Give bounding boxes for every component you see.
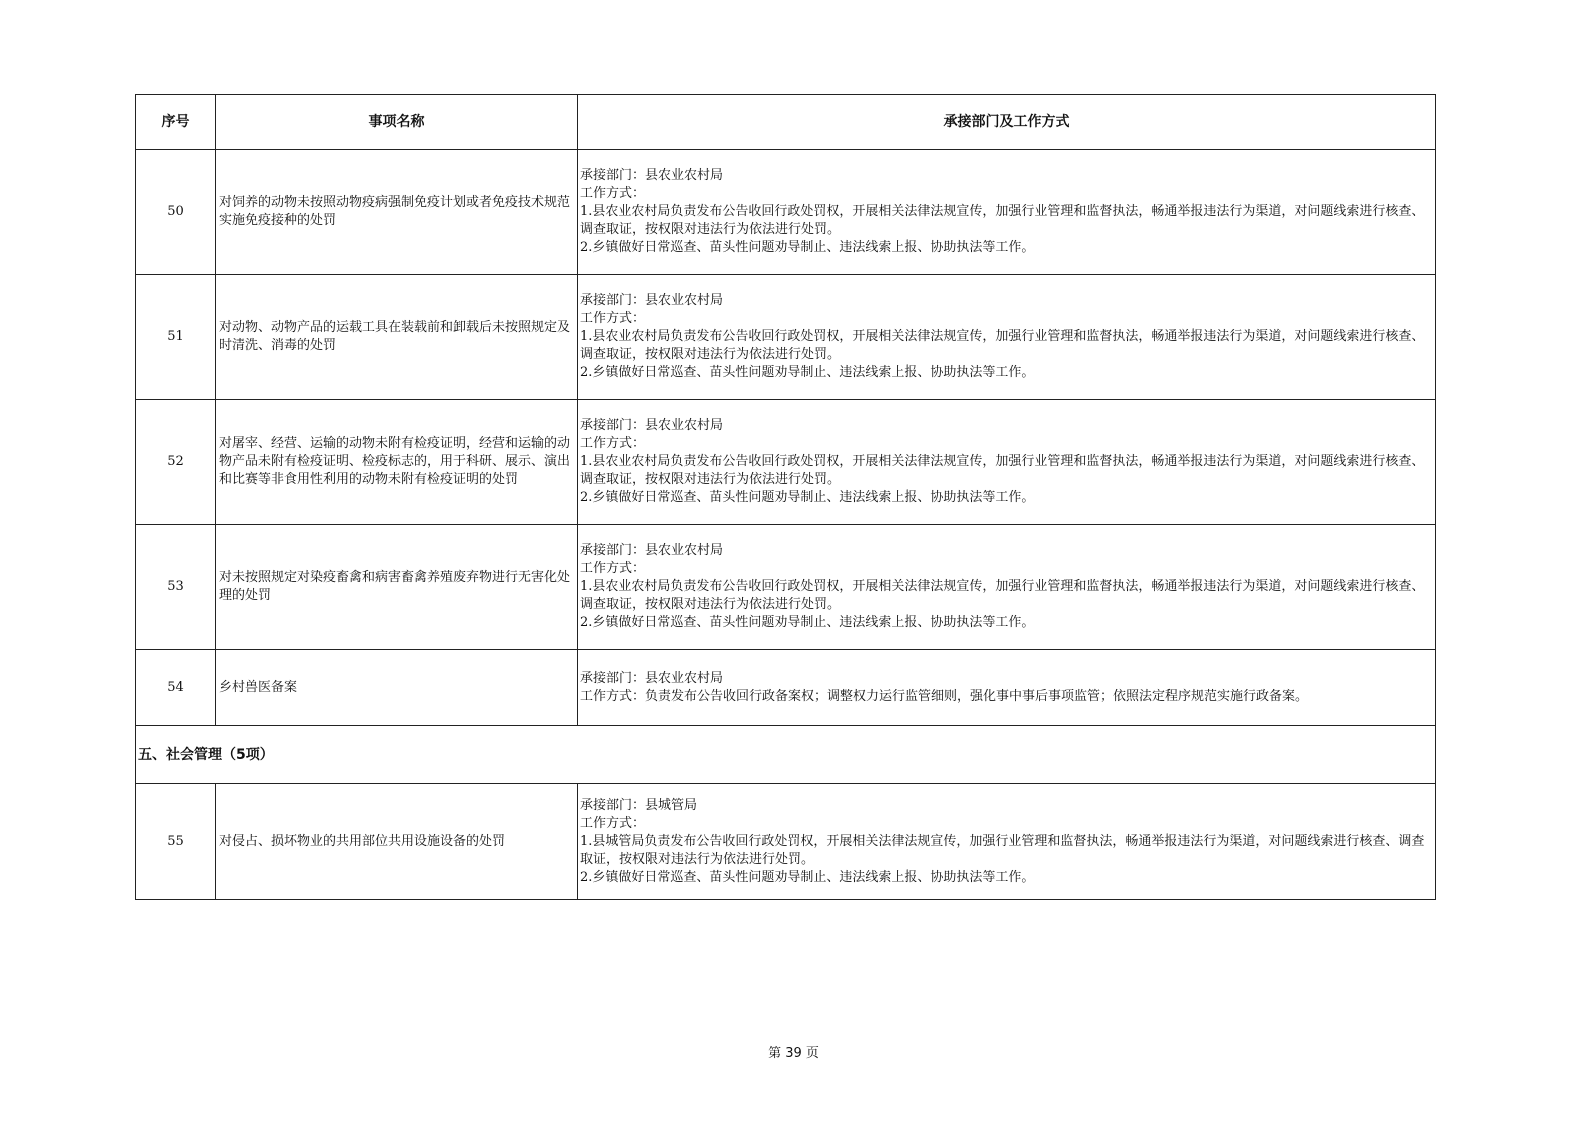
method-item-2: 2.乡镇做好日常巡查、苗头性问题劝导制止、违法线索上报、协助执法等工作。 [580, 615, 1035, 630]
section-title: 五、社会管理（5项） [136, 726, 1436, 784]
row-number: 50 [136, 150, 216, 275]
method-line: 工作方式：负责发布公告收回行政备案权；调整权力运行监管细则，强化事中事后事项监管；依照法定程序规范实施行政备案。 [580, 688, 1309, 704]
method-item-2: 2.乡镇做好日常巡查、苗头性问题劝导制止、违法线索上报、协助执法等工作。 [580, 869, 1035, 885]
section-row [136, 726, 1436, 784]
header-dept: 承接部门及工作方式 [578, 95, 1436, 150]
dept-and-method [578, 525, 1436, 650]
page-number: 第 39 页 [768, 1046, 819, 1061]
method-label: 工作方式： [580, 561, 646, 576]
dept-line: 承接部门：县农业农村局 [580, 543, 724, 558]
method-label: 工作方式： [580, 311, 646, 326]
row-number: 51 [136, 275, 216, 400]
method-item-2: 2.乡镇做好日常巡查、苗头性问题劝导制止、违法线索上报、协助执法等工作。 [580, 490, 1035, 505]
matter-name: 对饲养的动物未按照动物疫病强制免疫计划或者免疫技术规范实施免疫接种的处罚 [216, 150, 578, 275]
matter-name: 对动物、动物产品的运载工具在装载前和卸载后未按照规定及时清洗、消毒的处罚 [216, 275, 578, 400]
method-label: 工作方式： [580, 436, 646, 451]
method-item-2: 2.乡镇做好日常巡查、苗头性问题劝导制止、违法线索上报、协助执法等工作。 [580, 365, 1035, 380]
method-item-1: 1.县农业农村局负责发布公告收回行政处罚权，开展相关法律法规宣传，加强行业管理和监督执法，畅通举报违法行为渠道，对问题线索进行核查、调查取证，按权限对违法行为依法进行处罚。 [580, 329, 1425, 362]
dept-line: 承接部门：县农业农村局 [580, 418, 724, 433]
method-item-1: 1.县农业农村局负责发布公告收回行政处罚权，开展相关法律法规宣传，加强行业管理和监督执法，畅通举报违法行为渠道，对问题线索进行核查、调查取证，按权限对违法行为依法进行处罚。 [580, 204, 1425, 237]
header-no: 序号 [136, 95, 216, 150]
dept-and-method [578, 650, 1436, 726]
matter-name: 对侵占、损坏物业的共用部位共用设施设备的处罚 [216, 784, 578, 900]
table-row [136, 650, 1436, 726]
row-number: 53 [136, 525, 216, 650]
dept-line: 承接部门：县农业农村局 [580, 670, 724, 686]
matter-name: 对屠宰、经营、运输的动物未附有检疫证明，经营和运输的动物产品未附有检疫证明、检疫标志的，用于科研、展示、演出和比赛等非食用性利用的动物未附有检疫证明的处罚 [216, 400, 578, 525]
dept-line: 承接部门：县农业农村局 [580, 168, 724, 183]
table-row [136, 525, 1436, 650]
row-number: 52 [136, 400, 216, 525]
dept-line: 承接部门：县农业农村局 [580, 293, 724, 308]
table-header-row [136, 95, 1436, 150]
method-label: 工作方式： [580, 186, 646, 201]
method-item-1: 1.县城管局负责发布公告收回行政处罚权，开展相关法律法规宣传，加强行业管理和监督执法，畅通举报违法行为渠道，对问题线索进行核查、调查取证，按权限对违法行为依法进行处罚。 [580, 833, 1425, 867]
matters-table [135, 94, 1436, 900]
dept-line: 承接部门：县城管局 [580, 797, 698, 813]
dept-and-method [578, 150, 1436, 275]
method-item-1: 1.县农业农村局负责发布公告收回行政处罚权，开展相关法律法规宣传，加强行业管理和监督执法，畅通举报违法行为渠道，对问题线索进行核查、调查取证，按权限对违法行为依法进行处罚。 [580, 454, 1425, 487]
row-number: 54 [136, 650, 216, 726]
method-item-2: 2.乡镇做好日常巡查、苗头性问题劝导制止、违法线索上报、协助执法等工作。 [580, 240, 1035, 255]
matter-name: 乡村兽医备案 [216, 650, 578, 726]
header-name: 事项名称 [216, 95, 578, 150]
dept-and-method [578, 784, 1436, 900]
method-item-1: 1.县农业农村局负责发布公告收回行政处罚权，开展相关法律法规宣传，加强行业管理和监督执法，畅通举报违法行为渠道，对问题线索进行核查、调查取证，按权限对违法行为依法进行处罚。 [580, 579, 1425, 612]
table-row [136, 400, 1436, 525]
method-label: 工作方式： [580, 815, 646, 831]
table-row [136, 150, 1436, 275]
dept-and-method [578, 400, 1436, 525]
row-number: 55 [136, 784, 216, 900]
table-row [136, 784, 1436, 900]
table-row [136, 275, 1436, 400]
matter-name: 对未按照规定对染疫畜禽和病害畜禽养殖废弃物进行无害化处理的处罚 [216, 525, 578, 650]
dept-and-method [578, 275, 1436, 400]
